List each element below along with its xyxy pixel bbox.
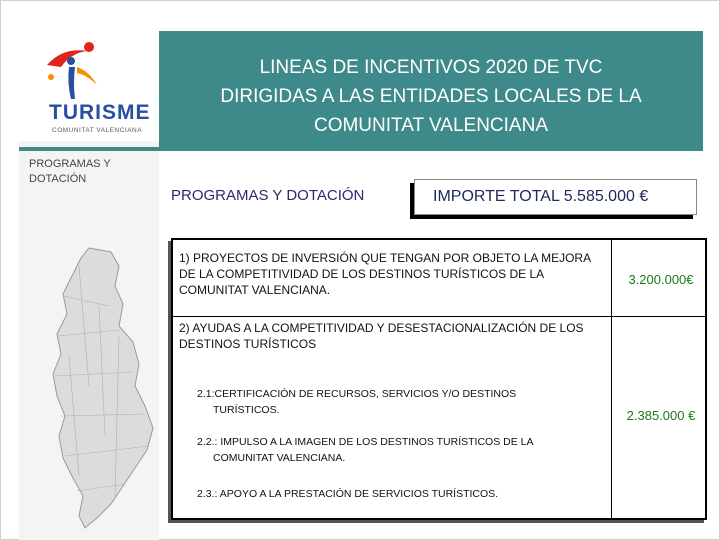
brand-tagline: COMUNITAT VALENCIANA bbox=[52, 127, 143, 134]
column-divider bbox=[611, 240, 612, 518]
row-divider bbox=[173, 316, 705, 317]
program-1-amount: 3.200.000€ bbox=[628, 272, 694, 287]
title-line-3: COMUNITAT VALENCIANA bbox=[313, 115, 548, 136]
page-title bbox=[159, 53, 703, 140]
programs-table bbox=[171, 238, 707, 520]
program-2-2-line-1: 2.2.: IMPULSO A LA IMAGEN DE LOS DESTINOS TURÍSTICOS DE LA bbox=[197, 436, 534, 448]
sidebar-divider bbox=[19, 147, 159, 151]
header-band bbox=[159, 31, 703, 151]
region-map-icon bbox=[49, 246, 159, 531]
sidebar bbox=[19, 31, 159, 540]
program-2-1-line-1: 2.1:CERTIFICACIÓN DE RECURSOS, SERVICIOS Y/O DESTINOS bbox=[197, 388, 517, 400]
program-2-1 bbox=[197, 386, 577, 418]
programs-heading: PROGRAMAS Y DOTACIÓN bbox=[171, 187, 365, 204]
total-amount: IMPORTE TOTAL 5.585.000 € bbox=[433, 188, 649, 205]
program-2-2-line-2: COMUNITAT VALENCIANA. bbox=[213, 452, 346, 464]
turisme-logo-icon bbox=[41, 37, 101, 101]
program-1-text: 1) PROYECTOS DE INVERSIÓN QUE TENGAN POR OBJETO LA MEJORA DE LA COMPETITIVIDAD DE LOS DESTINOS TURÍSTICOS DE LA COMUNITAT VALENCIANA. bbox=[179, 251, 591, 297]
sidebar-label: PROGRAMAS Y DOTACIÓN bbox=[29, 158, 111, 185]
program-2-1-line-2: TURÍSTICOS. bbox=[213, 404, 280, 416]
title-line-2: DIRIGIDAS A LAS ENTIDADES LOCALES DE LA bbox=[220, 86, 642, 107]
program-2-2 bbox=[197, 434, 597, 466]
program-2-3: 2.3.: APOYO A LA PRESTACIÓN DE SERVICIOS TURÍSTICOS. bbox=[197, 488, 499, 500]
total-amount-box bbox=[414, 179, 697, 215]
program-2-amount: 2.385.000 € bbox=[626, 408, 696, 423]
brand-name: TURISME bbox=[49, 101, 151, 124]
title-line-1: LINEAS DE INCENTIVOS 2020 DE TVC bbox=[259, 57, 603, 78]
brand-logo bbox=[19, 31, 159, 141]
program-2-text: 2) AYUDAS A LA COMPETITIVIDAD Y DESESTACIONALIZACIÓN DE LOS DESTINOS TURÍSTICOS bbox=[179, 321, 584, 351]
